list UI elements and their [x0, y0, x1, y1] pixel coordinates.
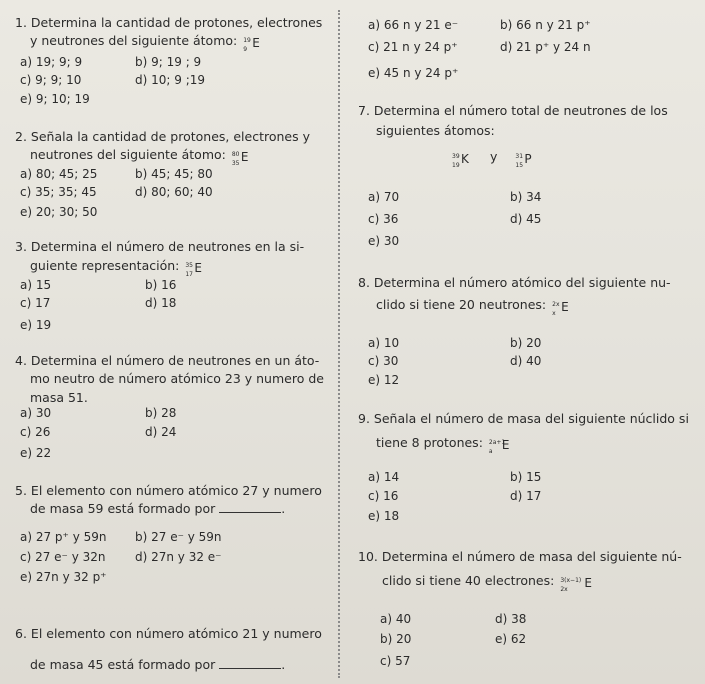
q3-atomic: 17	[185, 270, 193, 278]
q3-text: Determina el número de neutrones en la si-	[30, 239, 305, 254]
q7-number: 7.	[358, 103, 370, 118]
q10-symbol: E	[584, 575, 592, 590]
q10-mass: 3(x−1)	[560, 576, 582, 584]
q3-isotope	[185, 260, 207, 278]
q6-option-b: b) 66 n y 21 p⁺	[500, 18, 591, 32]
q6-text-2: de masa 45 está formado por	[30, 657, 216, 672]
q8-symbol: E	[561, 299, 569, 314]
q5-text-2: de masa 59 está formado por	[30, 501, 216, 516]
q10-option-b: b) 20	[380, 632, 412, 646]
q7-line2: siguientes átomos:	[376, 123, 495, 138]
q10-atomic: 2x	[560, 585, 568, 593]
q5-text: El elemento con número atómico 27 y numero	[30, 483, 322, 498]
q7-connector: y	[489, 149, 498, 164]
q9-text: Señala el número de masa del siguiente núclido si	[373, 411, 689, 426]
q7-k-mass: 39	[452, 152, 460, 160]
q6-answer-blank	[219, 658, 281, 669]
q1-line2	[30, 32, 265, 53]
q1-option-b: b) 9; 19 ; 9	[135, 55, 202, 69]
q6-option-d: d) 21 p⁺ y 24 n	[500, 40, 591, 54]
q8-option-d: d) 40	[510, 354, 542, 368]
q1-mass: 19	[243, 36, 251, 44]
q7-option-d: d) 45	[510, 212, 542, 226]
q3-mass: 35	[185, 261, 193, 269]
q7-isotopes	[450, 148, 537, 169]
q1-option-c: c) 9; 9; 10	[20, 73, 82, 87]
q8-isotope	[552, 299, 574, 317]
q3-option-a: a) 15	[20, 278, 52, 292]
q2-text: Señala la cantidad de protones, electrones y	[30, 129, 310, 144]
q8-option-b: b) 20	[510, 336, 542, 350]
q6-option-a: a) 66 n y 21 e⁻	[368, 18, 459, 32]
q3-line1	[15, 238, 304, 255]
q7-text: Determina el número total de neutrones de los	[373, 103, 668, 118]
q4-line2: mo neutro de número atómico 23 y numero de	[30, 371, 324, 386]
q7-option-c: c) 36	[368, 212, 399, 226]
q5-option-a: a) 27 p⁺ y 59n	[20, 530, 107, 544]
q7-option-a: a) 70	[368, 190, 400, 204]
q9-atomic: a	[488, 447, 493, 455]
q2-option-d: d) 80; 60; 40	[135, 185, 213, 199]
q8-option-a: a) 10	[368, 336, 400, 350]
q9-line1	[358, 410, 689, 427]
q7-option-e: e) 30	[368, 234, 400, 248]
q4-number: 4.	[15, 353, 27, 368]
q9-isotope	[488, 437, 511, 455]
q2-number: 2.	[15, 129, 27, 144]
q10-option-a: a) 40	[380, 612, 412, 626]
q7-p-symbol: P	[524, 151, 532, 166]
q1-option-e: e) 9; 10; 19	[20, 92, 90, 106]
q2-isotope	[231, 149, 254, 167]
q4-line1	[15, 352, 319, 369]
q10-isotope	[560, 575, 592, 593]
q10-text: Determina el número de masa del siguiente nú-	[381, 549, 682, 564]
q9-mass: 2a+1	[488, 438, 506, 446]
q9-text-2: tiene 8 protones:	[376, 435, 483, 450]
q5-option-b: b) 27 e⁻ y 59n	[135, 530, 222, 544]
q5-line1	[15, 482, 322, 499]
q1-text: Determina la cantidad de protones, electrones	[30, 15, 323, 30]
q7-isotope-p	[515, 151, 537, 169]
q7-line1	[358, 102, 668, 119]
q7-p-atomic: 15	[515, 161, 524, 169]
q9-number: 9.	[358, 411, 370, 426]
q8-line2	[376, 296, 574, 317]
q6-line1	[15, 625, 322, 642]
q10-number: 10.	[358, 549, 378, 564]
q10-line1	[358, 548, 682, 565]
q3-number: 3.	[15, 239, 27, 254]
q9-line2	[376, 434, 511, 455]
q1-atomic: 9	[243, 45, 248, 53]
q5-option-d: d) 27n y 32 e⁻	[135, 550, 222, 564]
q4-option-b: b) 28	[145, 406, 177, 420]
q1-text-2: y neutrones del siguiente átomo:	[30, 33, 238, 48]
q8-option-e: e) 12	[368, 373, 400, 387]
q8-line1	[358, 274, 671, 291]
q9-option-a: a) 14	[368, 470, 400, 484]
q6-text: El elemento con número atómico 21 y numero	[30, 626, 322, 641]
q2-option-c: c) 35; 35; 45	[20, 185, 97, 199]
q4-text: Determina el número de neutrones en un áto-	[30, 353, 320, 368]
q3-option-c: c) 17	[20, 296, 51, 310]
q7-isotope-k	[452, 151, 474, 169]
q4-option-a: a) 30	[20, 406, 52, 420]
q3-text-2: guiente representación:	[30, 258, 180, 273]
q8-mass: 2x	[552, 300, 560, 308]
q2-option-e: e) 20; 30; 50	[20, 205, 98, 219]
q9-option-e: e) 18	[368, 509, 400, 523]
q6-line2	[30, 656, 285, 673]
q5-end: .	[281, 501, 286, 516]
column-divider	[338, 10, 340, 678]
q2-option-b: b) 45; 45; 80	[135, 167, 213, 181]
q4-option-e: e) 22	[20, 446, 52, 460]
q10-option-d: d) 38	[495, 612, 527, 626]
q1-option-a: a) 19; 9; 9	[20, 55, 83, 69]
q10-option-c: c) 57	[380, 654, 411, 668]
q6-number: 6.	[15, 626, 27, 641]
q7-p-mass: 31	[515, 152, 524, 160]
q3-option-b: b) 16	[145, 278, 177, 292]
q2-line1	[15, 128, 310, 145]
q3-symbol: E	[194, 260, 202, 275]
q5-line2	[30, 500, 285, 517]
q10-text-2: clido si tiene 40 electrones:	[382, 573, 555, 588]
q10-option-e: e) 62	[495, 632, 527, 646]
q9-option-c: c) 16	[368, 489, 399, 503]
q3-line2	[30, 257, 207, 278]
q5-answer-blank	[219, 502, 281, 513]
q8-number: 8.	[358, 275, 370, 290]
q10-line2	[382, 572, 592, 593]
q8-text: Determina el número atómico del siguiente nu-	[373, 275, 671, 290]
q3-option-d: d) 18	[145, 296, 177, 310]
q9-symbol: E	[501, 437, 510, 452]
q1-line1	[15, 14, 322, 31]
q2-option-a: a) 80; 45; 25	[20, 167, 98, 181]
q1-symbol: E	[252, 35, 260, 50]
q8-option-c: c) 30	[368, 354, 399, 368]
q1-option-d: d) 10; 9 ;19	[135, 73, 206, 87]
q2-line2	[30, 146, 254, 167]
q4-option-c: c) 26	[20, 425, 51, 439]
q9-option-b: b) 15	[510, 470, 542, 484]
q8-text-2: clido si tiene 20 neutrones:	[376, 297, 547, 312]
q7-k-symbol: K	[461, 151, 469, 166]
q7-option-b: b) 34	[510, 190, 542, 204]
q6-end: .	[281, 657, 286, 672]
q5-option-c: c) 27 e⁻ y 32n	[20, 550, 106, 564]
q2-atomic: 35	[231, 159, 240, 167]
q5-number: 5.	[15, 483, 27, 498]
q9-option-d: d) 17	[510, 489, 542, 503]
q7-k-atomic: 19	[452, 161, 460, 169]
q5-option-e: e) 27n y 32 p⁺	[20, 570, 107, 584]
q3-option-e: e) 19	[20, 318, 52, 332]
q2-text-2: neutrones del siguiente átomo:	[30, 147, 226, 162]
q2-symbol: E	[240, 149, 249, 164]
q1-number: 1.	[15, 15, 27, 30]
q1-isotope	[243, 35, 265, 53]
q2-mass: 80	[231, 150, 240, 158]
q8-atomic: x	[552, 309, 556, 317]
q6-option-e: e) 45 n y 24 p⁺	[368, 66, 459, 80]
q4-line3: masa 51.	[30, 390, 88, 405]
q4-option-d: d) 24	[145, 425, 177, 439]
q6-option-c: c) 21 n y 24 p⁺	[368, 40, 458, 54]
